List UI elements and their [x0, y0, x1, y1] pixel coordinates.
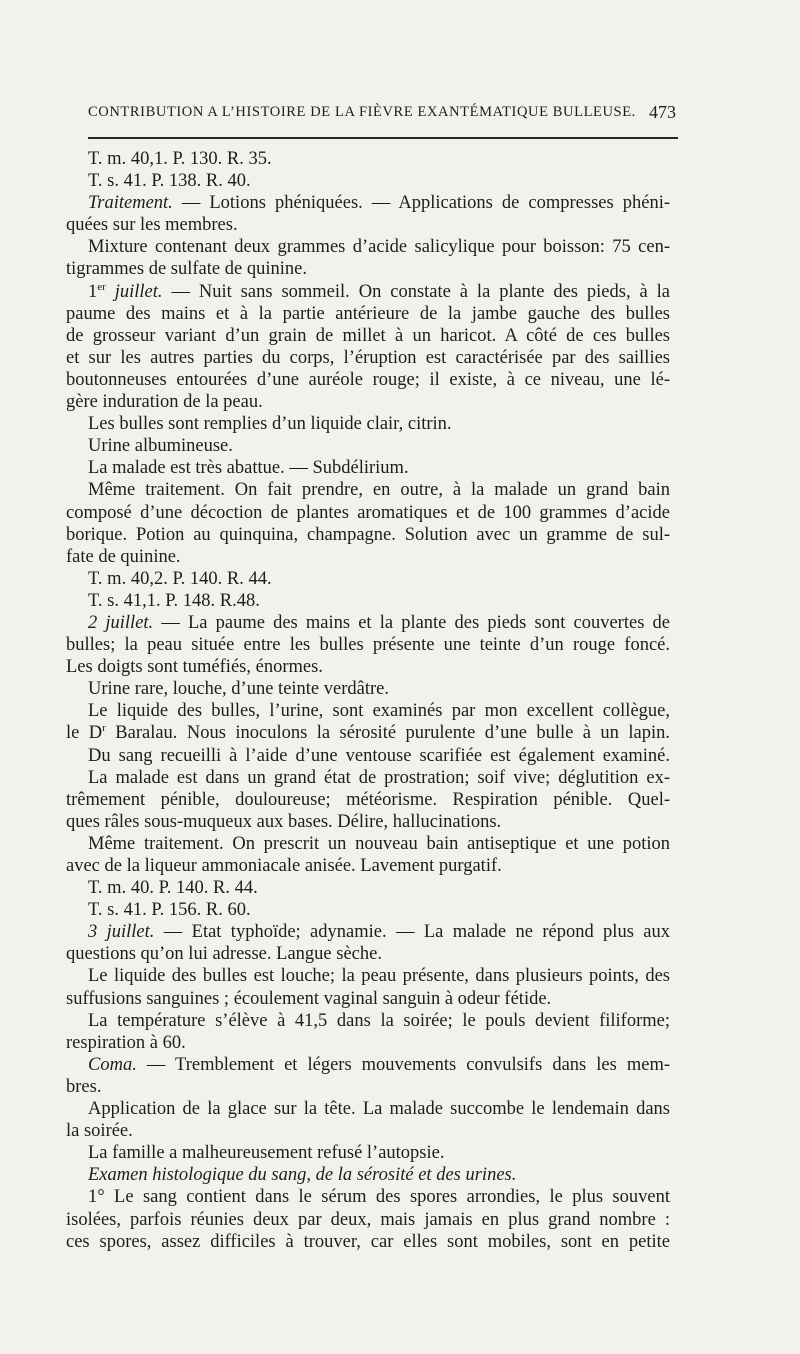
line-text: Du sang recueilli à l’aide d’une ventouse scarifiée est également examiné. [88, 745, 670, 766]
text-line [66, 391, 670, 413]
line-text: tigrammes de sulfate de quinine. [66, 259, 307, 280]
line-text: T. s. 41. P. 138. R. 40. [88, 171, 251, 192]
line-text: Le liquide des bulles, l’urine, sont examinés par mon excellent collègue, [88, 701, 670, 722]
line-text: Urine rare, louche, d’une teinte verdâtre. [88, 679, 389, 700]
line-text: quées sur les membres. [66, 215, 238, 236]
text-line [66, 811, 670, 833]
text-line [66, 612, 670, 634]
line-superscript: er [97, 280, 106, 293]
text-line [66, 325, 670, 347]
text-line [66, 479, 670, 501]
line-text: T. m. 40,2. P. 140. R. 44. [88, 568, 272, 589]
text-line [66, 148, 670, 170]
text-line [66, 1186, 670, 1208]
line-text: respiration à 60. [66, 1032, 186, 1053]
text-line [66, 1142, 670, 1164]
line-text: bulles; la peau située entre les bulles présente une teinte d’un rouge foncé. [66, 635, 670, 656]
text-line [66, 170, 670, 192]
header-rule [88, 137, 678, 139]
text-line [66, 1209, 670, 1231]
line-text: et sur les autres parties du corps, l’éruption est caractérisée par des saillies [66, 347, 670, 368]
line-text: Urine albumineuse. [88, 436, 233, 457]
text-line [66, 369, 670, 391]
text-line [66, 1231, 670, 1253]
line-text: Les doigts sont tuméfiés, énormes. [66, 657, 323, 678]
line-text: — Tremblement et légers mouvements convulsifs dans les mem- [136, 1054, 670, 1075]
line-lead: Coma. [88, 1054, 137, 1075]
line-text: bres. [66, 1076, 102, 1097]
text-line [66, 457, 670, 479]
line-text: avec de la liqueur ammoniacale anisée. Lavement purgatif. [66, 856, 502, 876]
line-text: 1° Le sang contient dans le sérum des spores arrondies, le plus souvent [88, 1187, 670, 1208]
page-number: 473 [649, 102, 676, 122]
text-line [66, 1164, 670, 1186]
text-line [66, 1054, 670, 1076]
running-head [88, 104, 676, 121]
line-text: Baralau. Nous inoculons la sérosité purulente d’une bulle à un lapin. [105, 723, 670, 744]
line-text: gère induration de la peau. [66, 392, 263, 413]
text-line [66, 789, 670, 811]
text-line [66, 877, 670, 899]
text-line [66, 568, 670, 590]
text-line [66, 258, 670, 280]
text-line [66, 1010, 670, 1032]
line-text: La température s’élève à 41,5 dans la soirée; le pouls devient filiforme; [88, 1010, 670, 1031]
text-line [66, 678, 670, 700]
line-text: suffusions sanguines ; écoulement vaginal sanguin à odeur fétide. [66, 988, 552, 1009]
line-text: ques râles sous-muqueux aux bases. Délire, hallucinations. [66, 811, 502, 832]
text-line [66, 965, 670, 987]
text-line [66, 899, 670, 921]
text-line [66, 192, 670, 214]
line-text: — Etat typhoïde; adynamie. — La malade ne répond plus aux [154, 922, 670, 943]
text-line [66, 634, 670, 656]
text-line [66, 833, 670, 855]
line-text: boutonneuses entourées d’une auréole rouge; il existe, à ce niveau, une lé- [66, 369, 670, 390]
running-title: CONTRIBUTION A L’HISTOIRE DE LA FIÈVRE EXANTÉMATIQUE BULLEUSE. [88, 104, 636, 120]
text-line [66, 656, 670, 678]
text-line [66, 303, 670, 325]
text-line [66, 413, 670, 435]
line-lead-italic: juillet. [105, 281, 163, 302]
text-line [66, 1032, 670, 1054]
text-line [66, 590, 670, 612]
text-line [66, 435, 670, 457]
line-text: Même traitement. On prescrit un nouveau bain antiseptique et une potion [88, 833, 670, 854]
text-line [66, 767, 670, 789]
text-line [66, 281, 670, 303]
text-line [66, 1098, 670, 1120]
text-line [66, 722, 670, 744]
line-lead: 1 [88, 281, 98, 302]
text-line [66, 214, 670, 236]
line-text: Mixture contenant deux grammes d’acide salicylique pour boisson: 75 cen- [88, 237, 670, 258]
line-text: composé d’une décoction de plantes aromatiques et de 100 grammes d’acide [66, 502, 670, 523]
line-text: T. m. 40,1. P. 130. R. 35. [88, 149, 272, 169]
text-line [66, 943, 670, 965]
line-text: Le liquide des bulles est louche; la peau présente, dans plusieurs points, des [88, 966, 670, 987]
line-text: Les bulles sont remplies d’un liquide clair, citrin. [88, 414, 452, 435]
line-text: questions qu’on lui adresse. Langue sèche. [66, 944, 382, 965]
text-line [66, 700, 670, 722]
line-text: T. s. 41. P. 156. R. 60. [88, 900, 251, 921]
line-lead: 3 juillet. [88, 922, 155, 943]
text-line [66, 988, 670, 1010]
line-text: La famille a malheureusement refusé l’autopsie. [88, 1143, 445, 1164]
line-text: — La paume des mains et la plante des pieds sont couvertes de [153, 612, 670, 633]
text-line [66, 347, 670, 369]
line-lead: 2 juillet. [88, 612, 154, 633]
line-lead: Traitement. [88, 193, 173, 214]
line-text: T. m. 40. P. 140. R. 44. [88, 878, 258, 899]
line-text: de grosseur variant d’un grain de millet à un haricot. A côté de ces bulles [66, 325, 670, 346]
line-text: — Lotions phéniquées. — Applications de compresses phéni- [172, 193, 670, 214]
line-text: trêmement pénible, douloureuse; météorisme. Respiration pénible. Quel- [66, 789, 670, 810]
line-text: — Nuit sans sommeil. On constate à la plante des pieds, à la [162, 281, 670, 302]
text-line [66, 502, 670, 524]
line-text: fate de quinine. [66, 546, 181, 567]
text-line [66, 546, 670, 568]
text-line [66, 524, 670, 546]
text-line [66, 745, 670, 767]
text-line [66, 236, 670, 258]
line-text: la soirée. [66, 1121, 133, 1142]
line-text: La malade est très abattue. — Subdélirium. [88, 458, 409, 479]
line-lead: Examen histologique du sang, de la sérosité et des urines. [88, 1165, 517, 1186]
line-text: isolées, parfois réunies deux par deux, mais jamais en plus grand nombre : [66, 1209, 670, 1230]
text-line [66, 1120, 670, 1142]
text-line [66, 921, 670, 943]
line-superscript: r [102, 722, 106, 735]
line-lead: le D [66, 723, 103, 744]
line-text: La malade est dans un grand état de prostration; soif vive; déglutition ex- [88, 767, 670, 788]
body-text [66, 148, 670, 1253]
line-text: ces spores, assez difficiles à trouver, car elles sont mobiles, sont en petite [66, 1231, 670, 1252]
text-line [66, 855, 670, 877]
line-text: paume des mains et à la partie antérieure de la jambe gauche des bulles [66, 303, 670, 324]
text-line [66, 1076, 670, 1098]
line-text: Même traitement. On fait prendre, en outre, à la malade un grand bain [88, 480, 670, 501]
line-text: Application de la glace sur la tête. La malade succombe le lendemain dans [88, 1099, 670, 1120]
line-text: T. s. 41,1. P. 148. R.48. [88, 590, 260, 611]
line-text: borique. Potion au quinquina, champagne. Solution avec un gramme de sul- [66, 524, 670, 545]
